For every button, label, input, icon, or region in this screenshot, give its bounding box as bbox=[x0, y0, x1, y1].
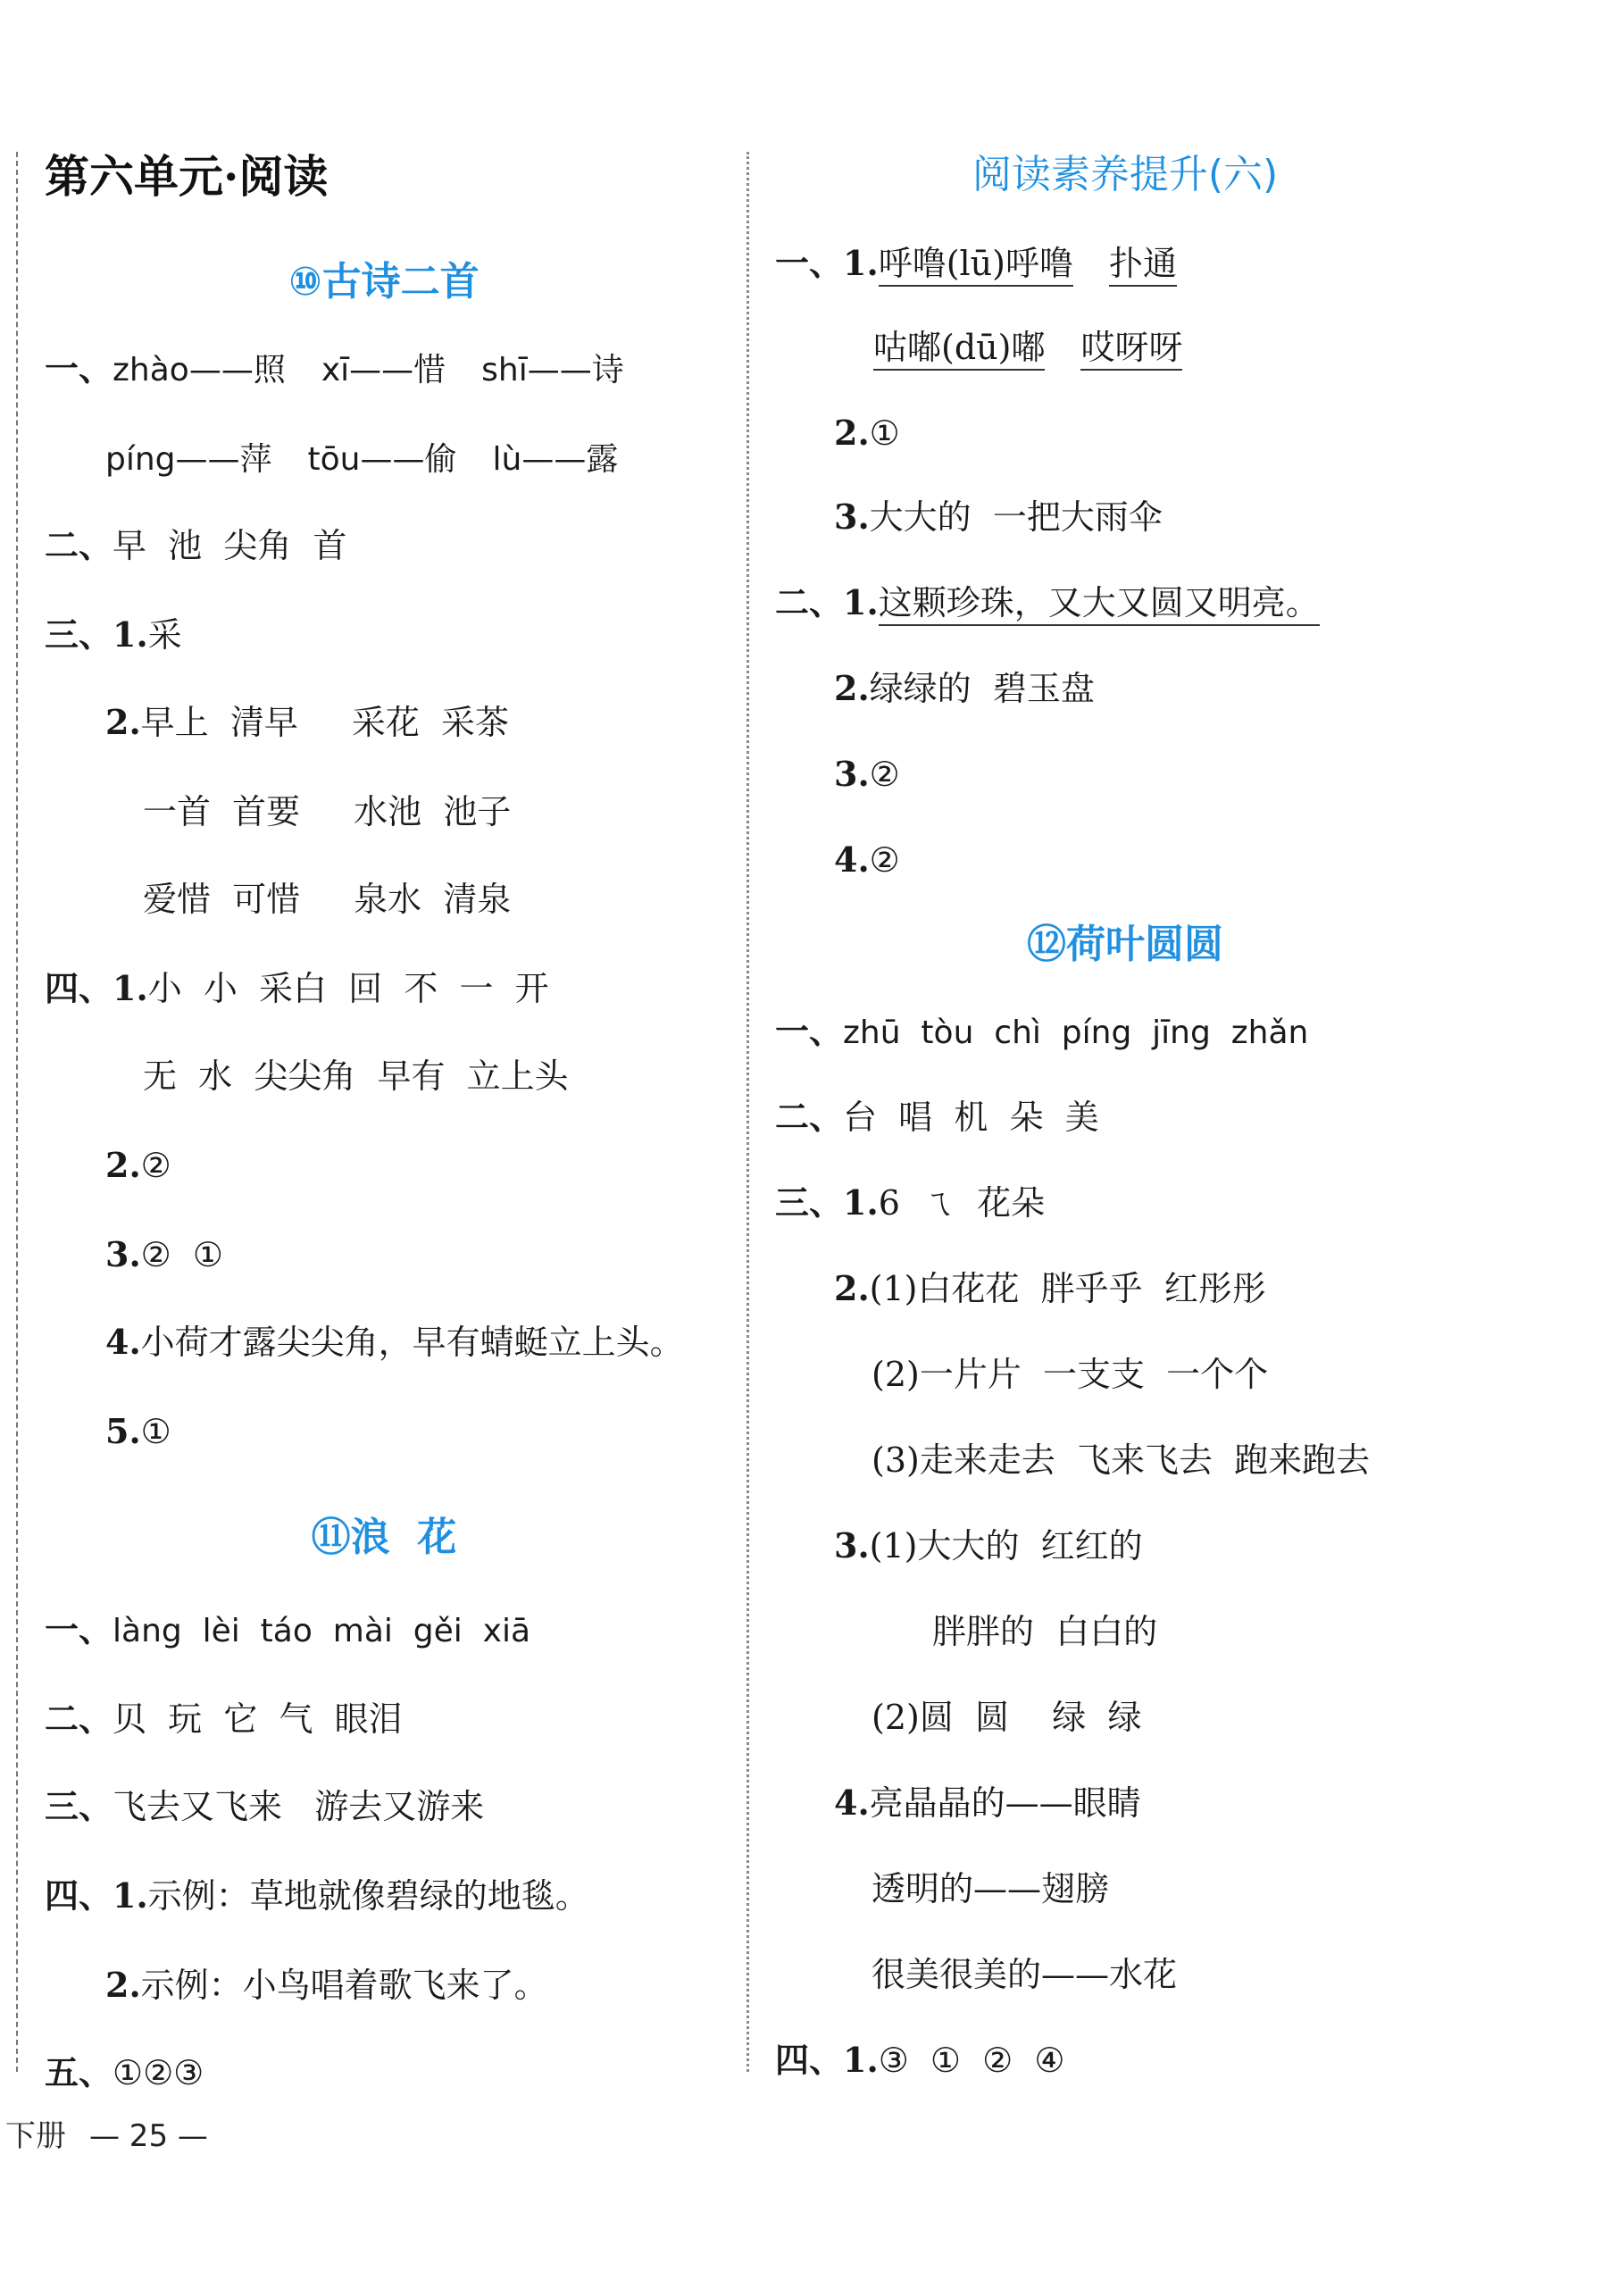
answer-text: ② ① bbox=[140, 1235, 223, 1274]
answer-text: 2. bbox=[105, 1965, 141, 2005]
r12-q3-2-row3 bbox=[872, 1438, 1370, 1482]
answer-text: 1. bbox=[113, 968, 148, 1008]
l10-q4-3 bbox=[105, 1232, 223, 1277]
answer-text: 二、 bbox=[45, 1699, 113, 1739]
answer-text: 飞去又飞来 游去又游来 bbox=[113, 1787, 485, 1826]
l10-q4-1-row2 bbox=[143, 1054, 569, 1098]
answer-text: ② bbox=[869, 755, 900, 794]
l10-q3-1 bbox=[45, 613, 182, 657]
page-number: — 25 — bbox=[89, 2118, 208, 2154]
answer-text: 亮晶晶的——眼睛 bbox=[869, 1783, 1141, 1823]
q-prefix: 一、 bbox=[45, 348, 113, 388]
l10-q3-2-row2 bbox=[143, 789, 511, 834]
answer-text: 2. bbox=[105, 702, 141, 742]
r12-q3-4-row1 bbox=[834, 1781, 1141, 1825]
r6-q1-3 bbox=[834, 495, 1163, 539]
section-title-12: ⑫荷叶圆圆 bbox=[1027, 922, 1223, 967]
answer-text: 二、 bbox=[45, 525, 113, 565]
section-title-reading-6: 阅读素养提升(六) bbox=[972, 152, 1279, 197]
l10-q3-2-row1 bbox=[105, 700, 509, 745]
l10-q2 bbox=[45, 523, 347, 568]
answer-text: 咕嘟(dū)嘟 bbox=[873, 328, 1045, 371]
answer-text: 4. bbox=[834, 839, 870, 880]
answer-text: (2)一片片 一支支 一个个 bbox=[872, 1355, 1269, 1394]
answer-text: 6 ㄟ 花朵 bbox=[878, 1183, 1046, 1223]
l10-q3-2-row3 bbox=[143, 877, 511, 922]
answer-text: ② bbox=[869, 840, 900, 880]
answer-text: 小 小 采白 回 不 一 开 bbox=[147, 969, 549, 1008]
answer-text: 三、 bbox=[45, 614, 113, 655]
section-title-11: ⑪浪 花 bbox=[311, 1515, 457, 1560]
answer-text: 无 水 尖尖角 早有 立上头 bbox=[143, 1056, 569, 1096]
answer-text: 贝 玩 它 气 眼泪 bbox=[113, 1699, 403, 1739]
answer-text: 这颗珍珠，又大又圆又明亮。 bbox=[879, 583, 1320, 626]
answer-text: 3. bbox=[834, 754, 870, 794]
answer-text: 透明的——翅膀 bbox=[872, 1869, 1110, 1908]
answer-text: 小荷才露尖尖角，早有蜻蜓立上头。 bbox=[140, 1323, 684, 1362]
answer-text: 大大的 一把大雨伞 bbox=[869, 497, 1163, 537]
answer-text: ①②③ bbox=[113, 2053, 204, 2092]
r12-q1 bbox=[775, 1009, 1308, 1056]
pinyin-item: lù——露 bbox=[492, 441, 619, 478]
answer-text: 5. bbox=[105, 1411, 141, 1451]
l10-q4-5 bbox=[105, 1409, 171, 1454]
left-margin-rule bbox=[16, 152, 18, 2072]
unit-title: 第六单元·阅读 bbox=[45, 150, 329, 203]
answer-text: 一、 bbox=[45, 1609, 113, 1649]
answer-text: 3. bbox=[105, 1234, 141, 1274]
section-title-10: ⑩古诗二首 bbox=[288, 259, 480, 305]
pinyin-item: shī——诗 bbox=[481, 352, 624, 388]
answer-text: 扑通 bbox=[1109, 244, 1177, 287]
l11-q4-2 bbox=[105, 1963, 548, 2008]
column-divider bbox=[746, 152, 749, 2072]
answer-text: 绿绿的 碧玉盘 bbox=[869, 669, 1095, 708]
answer-text: 3. bbox=[834, 497, 870, 537]
answer-text: 五、 bbox=[45, 2052, 113, 2092]
answer-text: 一首 首要 bbox=[143, 792, 301, 831]
answer-text: làng lèi táo mài gěi xiā bbox=[113, 1613, 531, 1649]
answer-text: 2. bbox=[834, 413, 870, 453]
l11-q1 bbox=[45, 1607, 530, 1654]
l10-q4-4 bbox=[105, 1320, 684, 1365]
answer-text: 三、 bbox=[45, 1786, 113, 1826]
l11-q3 bbox=[45, 1784, 484, 1829]
answer-text: 水池 池子 bbox=[354, 792, 512, 831]
answer-text: 2. bbox=[105, 1145, 141, 1185]
answer-text: zhū tòu chì píng jīng zhǎn bbox=[843, 1014, 1309, 1051]
answer-text: 一、 bbox=[775, 243, 844, 283]
page-footer bbox=[5, 2116, 208, 2156]
l10-q1-row2 bbox=[105, 436, 618, 482]
answer-text: 1. bbox=[843, 1182, 879, 1223]
answer-text: (1)大大的 红红的 bbox=[869, 1526, 1143, 1565]
answer-text: 1. bbox=[843, 582, 879, 622]
answer-text: 早上 清早 bbox=[140, 703, 298, 742]
r6-q2-4 bbox=[834, 838, 900, 882]
volume-label: 下册 bbox=[5, 2118, 66, 2154]
r6-q1-2 bbox=[834, 411, 900, 455]
answer-text: 四、 bbox=[45, 968, 113, 1008]
l11-q5 bbox=[45, 2050, 204, 2095]
answer-text: 早 池 尖角 首 bbox=[113, 526, 347, 565]
answer-text: 胖胖的 白白的 bbox=[932, 1612, 1158, 1651]
r12-q3-1 bbox=[775, 1181, 1045, 1225]
answer-text: 一、 bbox=[775, 1011, 844, 1051]
answer-text: 2. bbox=[834, 668, 870, 708]
answer-text: 3. bbox=[834, 1525, 870, 1565]
r6-q2-1 bbox=[775, 580, 1320, 625]
pinyin-item: zhào——照 bbox=[113, 352, 286, 388]
answer-text: 采花 采茶 bbox=[351, 703, 510, 742]
l11-q2 bbox=[45, 1697, 403, 1741]
answer-text: 台 唱 机 朵 美 bbox=[843, 1098, 1099, 1137]
answer-text: 很美很美的——水花 bbox=[872, 1955, 1178, 1994]
pinyin-item: xī——惜 bbox=[321, 352, 446, 388]
answer-text: 示例：草地就像碧绿的地毯。 bbox=[147, 1876, 589, 1916]
answer-text: 四、 bbox=[45, 1875, 113, 1916]
answer-text: 1. bbox=[113, 1875, 148, 1916]
answer-text: 二、 bbox=[775, 1097, 844, 1137]
answer-text: 呼噜(lū)呼噜 bbox=[879, 244, 1073, 287]
answer-text: 1. bbox=[843, 2040, 879, 2080]
r6-q1-1-row1 bbox=[775, 241, 1177, 286]
r12-q4-1 bbox=[775, 2038, 1064, 2083]
answer-text: 四、 bbox=[775, 2040, 844, 2080]
l10-q4-2 bbox=[105, 1143, 171, 1188]
r12-q3-2-row1 bbox=[834, 1266, 1266, 1311]
answer-text: (2)圆 圆 绿 绿 bbox=[872, 1698, 1142, 1737]
answer-text: 1. bbox=[113, 614, 148, 655]
answer-text: (1)白花花 胖乎乎 红彤彤 bbox=[869, 1269, 1266, 1308]
answer-text: 1. bbox=[843, 243, 879, 283]
answer-text: ② bbox=[140, 1146, 171, 1185]
r6-q2-3 bbox=[834, 752, 900, 797]
r12-q3-2-row2 bbox=[872, 1352, 1268, 1397]
answer-text: 三、 bbox=[775, 1182, 844, 1223]
r12-q3-3-row2 bbox=[932, 1609, 1157, 1654]
answer-text: 4. bbox=[105, 1322, 141, 1362]
answer-text: 4. bbox=[834, 1783, 870, 1823]
r6-q2-2 bbox=[834, 666, 1095, 711]
answer-text: (3)走来走去 飞来飞去 跑来跑去 bbox=[872, 1440, 1371, 1480]
answer-text: 2. bbox=[834, 1268, 870, 1308]
answer-text: ① bbox=[869, 413, 900, 453]
r12-q3-4-row2 bbox=[872, 1866, 1109, 1911]
answer-text: 示例：小鸟唱着歌飞来了。 bbox=[140, 1966, 548, 2005]
answer-text: 泉水 清泉 bbox=[354, 880, 512, 919]
answer-text: 哎呀呀 bbox=[1080, 328, 1182, 371]
r12-q3-3-row3 bbox=[872, 1695, 1141, 1740]
pinyin-item: tōu——偷 bbox=[307, 441, 457, 478]
pinyin-item: píng——萍 bbox=[105, 441, 272, 478]
l10-q4-1-row1 bbox=[45, 966, 549, 1011]
answer-text: 采 bbox=[147, 615, 182, 655]
l10-q1-row1 bbox=[45, 346, 624, 393]
answer-text: ① bbox=[140, 1412, 171, 1451]
answer-text: 爱惜 可惜 bbox=[143, 880, 301, 919]
r6-q1-1-row2 bbox=[873, 325, 1182, 370]
answer-text: 二、 bbox=[775, 582, 844, 622]
answer-text: ③ ① ② ④ bbox=[878, 2041, 1065, 2080]
l11-q4-1 bbox=[45, 1874, 589, 1918]
r12-q2 bbox=[775, 1095, 1099, 1140]
r12-q3-3-row1 bbox=[834, 1524, 1143, 1568]
r12-q3-4-row3 bbox=[872, 1952, 1177, 1997]
